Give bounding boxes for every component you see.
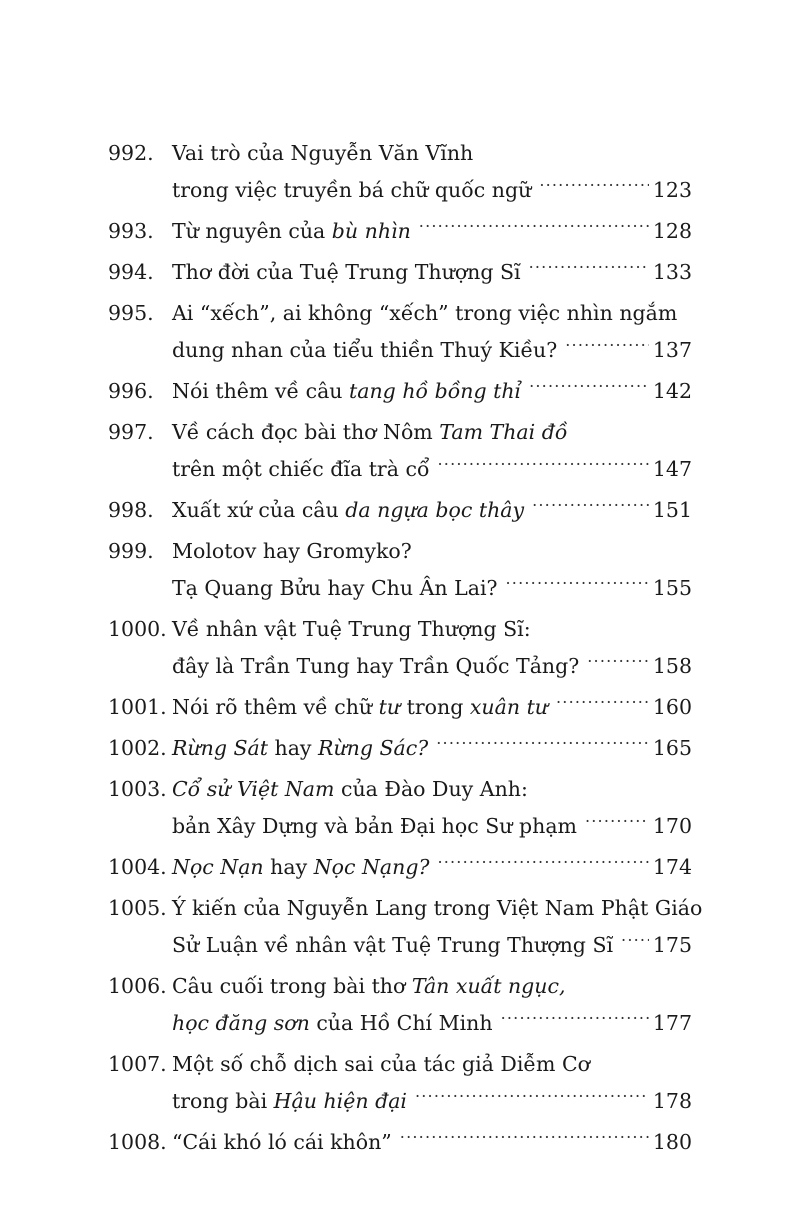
entry-title-text <box>172 849 429 886</box>
entry-title <box>172 1046 692 1120</box>
title-text: Ý kiến của Nguyễn Lang trong Việt Nam Phật Giáo <box>172 896 703 920</box>
entry-number: 1004. <box>108 855 167 879</box>
toc-entry <box>108 968 692 1042</box>
entry-title-text <box>172 890 702 927</box>
entry-title-text <box>172 611 531 648</box>
entry-number: 1003. <box>108 777 167 801</box>
title-text: trong việc truyền bá chữ quốc ngữ <box>172 178 532 202</box>
page-number: 170 <box>652 814 692 838</box>
entry-number: 1005. <box>108 896 167 920</box>
entry-title-text <box>172 1124 392 1161</box>
entry-number: 998. <box>108 498 154 522</box>
title-text: đây là Trần Tung hay Trần Quốc Tảng? <box>172 654 580 678</box>
title-text: hay <box>267 736 319 760</box>
italic-text: bù nhìn <box>331 219 411 243</box>
entry-title-line <box>172 611 692 648</box>
title-text: Câu cuối trong bài thơ <box>172 974 412 998</box>
toc-entry <box>108 771 692 845</box>
entry-title <box>172 890 703 964</box>
toc-entry <box>108 135 692 209</box>
dot-leader <box>501 1010 649 1031</box>
dot-leader <box>436 735 649 756</box>
entry-title-line <box>172 771 692 808</box>
entry-title-line <box>172 927 692 964</box>
italic-text: Nọc Nạn <box>172 855 264 879</box>
title-text: Tạ Quang Bửu hay Chu Ân Lai? <box>172 576 498 600</box>
dot-leader <box>529 259 649 280</box>
entry-title-text <box>172 1046 590 1083</box>
title-text: trên một chiếc đĩa trà cổ <box>172 457 430 481</box>
entry-title-text <box>172 927 613 964</box>
entry-number: 993. <box>108 219 154 243</box>
entry-title <box>172 689 692 726</box>
entry-title <box>172 968 692 1042</box>
entry-title-line <box>172 1046 692 1083</box>
toc-entry <box>108 414 692 488</box>
entry-title-text <box>172 172 531 209</box>
dot-leader <box>438 456 649 477</box>
title-text: Xuất xứ của câu <box>172 498 346 522</box>
toc-entry <box>108 213 692 250</box>
entry-title-text <box>172 1005 493 1042</box>
italic-text: Hậu hiện đại <box>273 1089 407 1113</box>
entry-title-line <box>172 254 692 291</box>
title-text: Về nhân vật Tuệ Trung Thượng Sĩ: <box>172 617 531 641</box>
entry-title-text <box>172 808 577 845</box>
dot-leader <box>556 694 649 715</box>
title-text: Ai “xếch”, ai không “xếch” trong việc nhìn ngắm <box>172 301 678 325</box>
entry-title-text <box>172 689 548 726</box>
entry-title-line <box>172 492 692 529</box>
italic-text: học đăng sơn <box>172 1011 310 1035</box>
entry-title-line <box>172 1083 692 1120</box>
toc-entry <box>108 492 692 529</box>
entry-title-text <box>172 414 567 451</box>
entry-title <box>172 135 692 209</box>
page-number: 174 <box>652 855 692 879</box>
entry-title <box>172 849 692 886</box>
entry-title-line <box>172 648 692 685</box>
entry-title <box>172 373 692 410</box>
entry-title-line <box>172 533 692 570</box>
toc-entry <box>108 1046 692 1120</box>
dot-leader <box>529 378 649 399</box>
toc-entry <box>108 611 692 685</box>
page-number: 151 <box>652 498 692 522</box>
entry-number: 1006. <box>108 974 167 998</box>
italic-text: Rừng Sác? <box>318 736 429 760</box>
dot-leader <box>506 575 649 596</box>
page-number: 160 <box>652 695 692 719</box>
dot-leader <box>415 1088 649 1109</box>
entry-number: 996. <box>108 379 154 403</box>
title-text: Thơ đời của Tuệ Trung Thượng Sĩ <box>172 260 521 284</box>
table-of-contents <box>108 135 703 1161</box>
title-text: Một số chỗ dịch sai của tác giả Diễm Cơ <box>172 1052 590 1076</box>
entry-title-text <box>172 1083 407 1120</box>
entry-title-line <box>172 730 692 767</box>
entry-title-text <box>172 254 521 291</box>
entry-title <box>172 213 692 250</box>
entry-title-text <box>172 492 524 529</box>
entry-number: 1000. <box>108 617 167 641</box>
italic-text: Tân xuất ngục, <box>411 974 566 998</box>
dot-leader <box>565 337 649 358</box>
entry-title-line <box>172 808 692 845</box>
entry-title-text <box>172 295 677 332</box>
toc-entry <box>108 849 692 886</box>
toc-entry <box>108 254 692 291</box>
title-text: bản Xây Dựng và bản Đại học Sư phạm <box>172 814 577 838</box>
title-text: dung nhan của tiểu thiền Thuý Kiều? <box>172 338 558 362</box>
page-number: 137 <box>652 338 692 362</box>
entry-title-line <box>172 451 692 488</box>
entry-title-line <box>172 213 692 250</box>
entry-title-line <box>172 1124 692 1161</box>
dot-leader <box>539 177 649 198</box>
toc-entry <box>108 730 692 767</box>
entry-title-text <box>172 373 521 410</box>
entry-number: 1007. <box>108 1052 167 1076</box>
entry-title-line <box>172 968 692 1005</box>
title-text: của Đào Duy Anh: <box>334 777 528 801</box>
entry-number: 1002. <box>108 736 167 760</box>
toc-entry <box>108 373 692 410</box>
entry-number: 1008. <box>108 1130 167 1154</box>
toc-entry <box>108 533 692 607</box>
entry-title-text <box>172 332 557 369</box>
toc-entry <box>108 890 703 964</box>
entry-title-line <box>172 332 692 369</box>
entry-number: 995. <box>108 301 154 325</box>
entry-title-line <box>172 890 703 927</box>
page-number: 128 <box>652 219 692 243</box>
dot-leader <box>532 497 649 518</box>
entry-title-line <box>172 135 692 172</box>
italic-text: Nọc Nạng? <box>313 855 430 879</box>
entry-title-line <box>172 570 692 607</box>
entry-title-text <box>172 730 428 767</box>
entry-title <box>172 492 692 529</box>
entry-title-text <box>172 533 412 570</box>
entry-title <box>172 414 692 488</box>
toc-entry <box>108 295 692 369</box>
page-number: 155 <box>652 576 692 600</box>
title-text: của Hồ Chí Minh <box>309 1011 493 1035</box>
entry-title-line <box>172 373 692 410</box>
entry-title-line <box>172 689 692 726</box>
entry-title-line <box>172 849 692 886</box>
entry-title-line <box>172 172 692 209</box>
title-text: hay <box>263 855 314 879</box>
title-text: Sử Luận về nhân vật Tuệ Trung Thượng Sĩ <box>172 933 614 957</box>
page-number: 180 <box>652 1130 692 1154</box>
title-text: Molotov hay Gromyko? <box>172 539 412 563</box>
dot-leader <box>419 218 649 239</box>
dot-leader <box>585 813 649 834</box>
entry-title-line <box>172 1005 692 1042</box>
entry-title <box>172 254 692 291</box>
title-text: “Cái khó ló cái khôn” <box>172 1130 392 1154</box>
toc-entry <box>108 689 692 726</box>
italic-text: tang hồ bồng thỉ <box>349 379 522 403</box>
entry-title-text <box>172 968 566 1005</box>
page-number: 147 <box>652 457 692 481</box>
entry-title-text <box>172 135 473 172</box>
page-number: 177 <box>652 1011 692 1035</box>
entry-title-text <box>172 771 528 808</box>
title-text: Nói thêm về câu <box>172 379 350 403</box>
dot-leader <box>437 854 648 875</box>
page-number: 158 <box>652 654 692 678</box>
entry-number: 992. <box>108 141 154 165</box>
title-text: trong bài <box>172 1089 274 1113</box>
italic-text: tư <box>378 695 401 719</box>
entry-number: 994. <box>108 260 154 284</box>
entry-title <box>172 771 692 845</box>
page-number: 178 <box>652 1089 692 1113</box>
entry-title-text <box>172 213 411 250</box>
title-text: Về cách đọc bài thơ Nôm <box>172 420 440 444</box>
entry-number: 999. <box>108 539 154 563</box>
title-text: Từ nguyên của <box>172 219 332 243</box>
page-number: 175 <box>652 933 692 957</box>
entry-title-text <box>172 570 498 607</box>
entry-title <box>172 730 692 767</box>
page-number: 123 <box>652 178 692 202</box>
title-text: trong <box>400 695 470 719</box>
page-number: 165 <box>652 736 692 760</box>
entry-title-text <box>172 451 430 488</box>
entry-number: 1001. <box>108 695 167 719</box>
entry-title-text <box>172 648 579 685</box>
italic-text: xuân tư <box>469 695 549 719</box>
italic-text: da ngựa bọc thây <box>345 498 525 522</box>
page-number: 142 <box>652 379 692 403</box>
italic-text: Cổ sử Việt Nam <box>172 777 335 801</box>
entry-number: 997. <box>108 420 154 444</box>
italic-text: Rừng Sát <box>172 736 268 760</box>
title-text: Nói rõ thêm về chữ <box>172 695 379 719</box>
entry-title-line <box>172 295 692 332</box>
entry-title <box>172 295 692 369</box>
entry-title <box>172 533 692 607</box>
dot-leader <box>587 653 649 674</box>
entry-title-line <box>172 414 692 451</box>
toc-entry <box>108 1124 692 1161</box>
page-number: 133 <box>652 260 692 284</box>
dot-leader <box>621 932 649 953</box>
title-text: Vai trò của Nguyễn Văn Vĩnh <box>172 141 474 165</box>
dot-leader <box>400 1129 649 1150</box>
entry-title <box>172 1124 692 1161</box>
entry-title <box>172 611 692 685</box>
italic-text: Tam Thai đồ <box>439 420 568 444</box>
